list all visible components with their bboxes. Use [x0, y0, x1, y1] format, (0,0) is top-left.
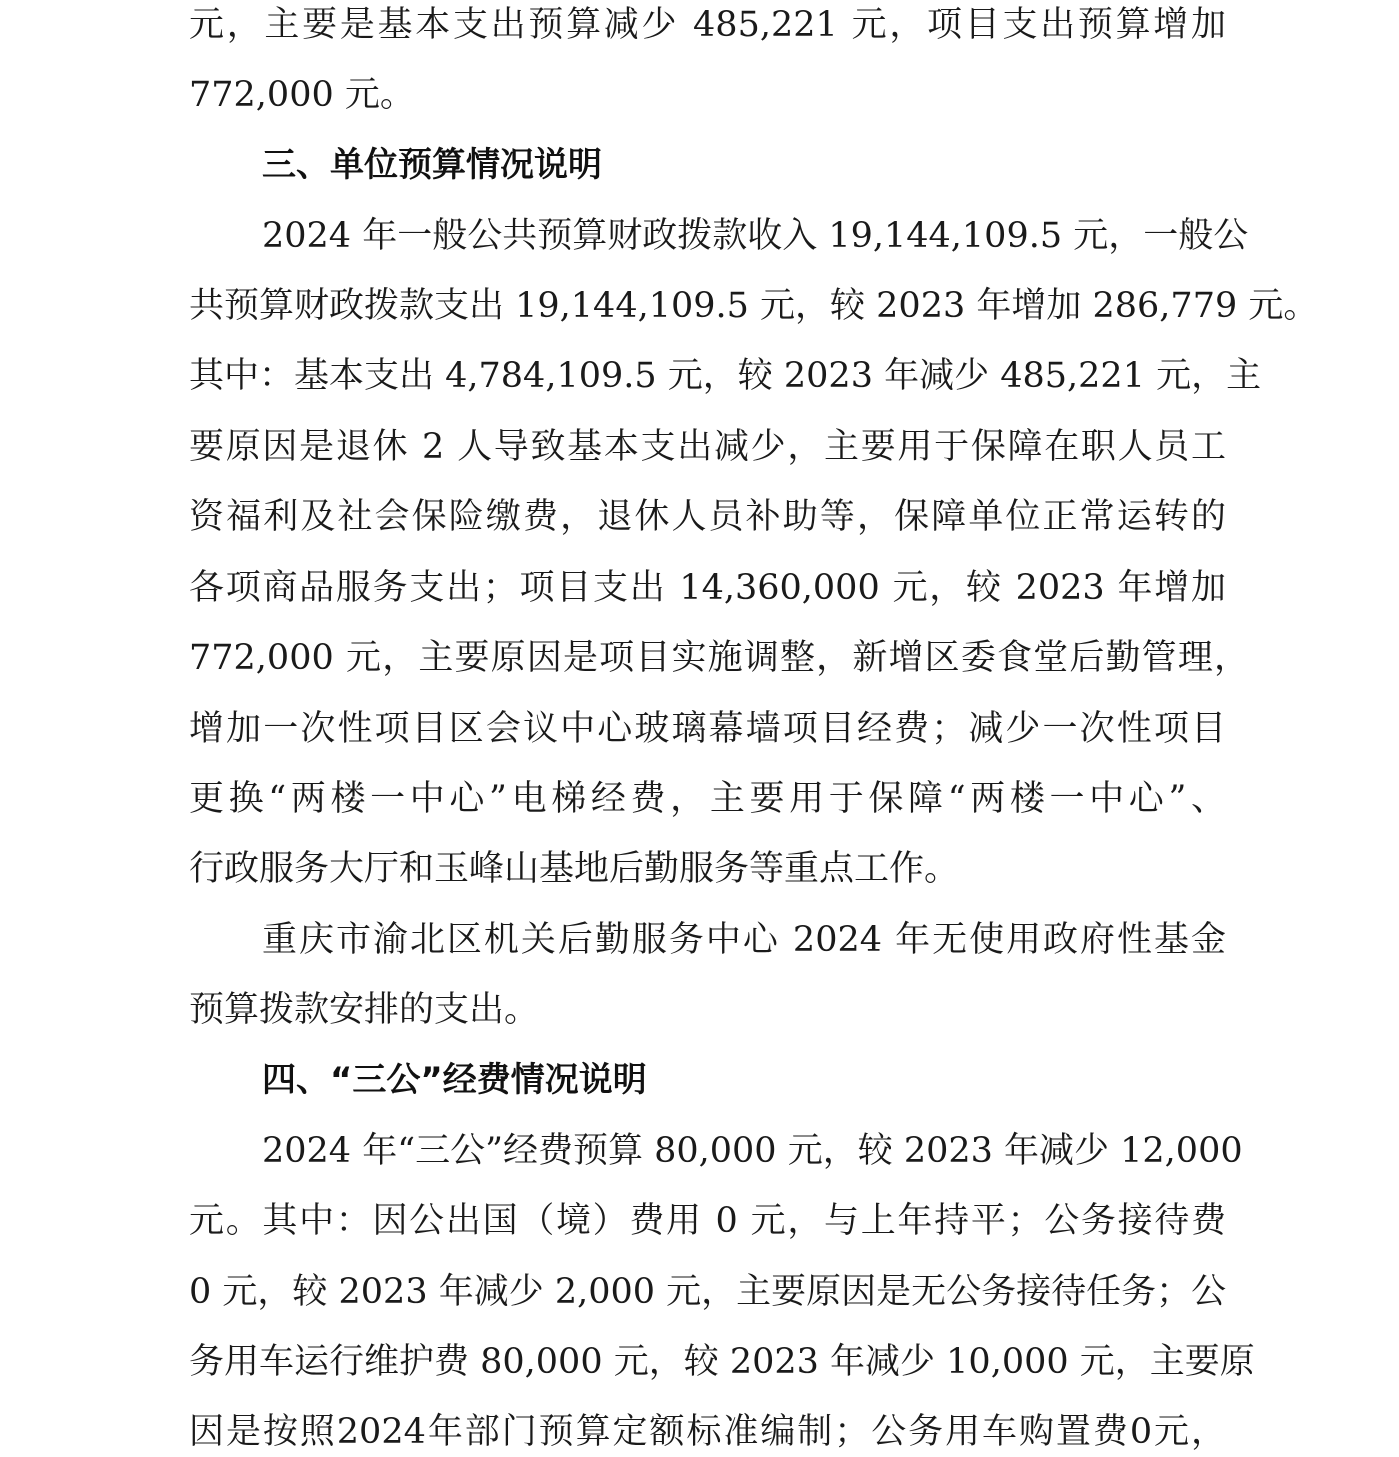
text-line: 重庆市渝北区机关后勤服务中心 2024 年无使用政府性基金	[262, 920, 1226, 960]
text-line: 增加一次性项目区会议中心玻璃幕墙项目经费；减少一次性项目	[189, 709, 1226, 749]
text-line: 行政服务大厅和玉峰山基地后勤服务等重点工作。	[189, 849, 960, 889]
text-line: 2024 年一般公共预算财政拨款收入 19,144,109.5 元，一般公	[262, 216, 1249, 256]
text-line: 772,000 元，主要原因是项目实施调整，新增区委食堂后勤管理，	[189, 638, 1249, 678]
text-line: 0 元，较 2023 年减少 2,000 元，主要原因是无公务接待任务；公	[189, 1272, 1227, 1312]
text-line: 2024 年“三公”经费预算 80,000 元，较 2023 年减少 12,000	[262, 1131, 1243, 1171]
section-heading-4: 四、“三公”经费情况说明	[262, 1060, 647, 1100]
text-line: 资福利及社会保险缴费，退休人员补助等，保障单位正常运转的	[189, 497, 1226, 537]
text-line: 元。其中：因公出国（境）费用 0 元，与上年持平；公务接待费	[189, 1201, 1226, 1241]
section-heading-3: 三、单位预算情况说明	[262, 145, 602, 185]
text-line: 更换“两楼一中心”电梯经费，主要用于保障“两楼一中心”、	[189, 779, 1226, 819]
text-line: 预算拨款安排的支出。	[189, 990, 540, 1030]
text-line: 其中：基本支出 4,784,109.5 元，较 2023 年减少 485,221 元，主	[189, 356, 1262, 396]
text-line: 元，主要是基本支出预算减少 485,221 元，项目支出预算增加	[189, 5, 1226, 45]
text-line: 因是按照2024年部门预算定额标准编制；公务用车购置费0元，	[189, 1412, 1226, 1452]
text-line: 各项商品服务支出；项目支出 14,360,000 元，较 2023 年增加	[189, 568, 1226, 608]
text-line: 务用车运行维护费 80,000 元，较 2023 年减少 10,000 元，主要原	[189, 1342, 1255, 1382]
text-line: 772,000 元。	[189, 75, 415, 115]
text-line: 要原因是退休 2 人导致基本支出减少，主要用于保障在职人员工	[189, 427, 1226, 467]
text-line: 共预算财政拨款支出 19,144,109.5 元，较 2023 年增加 286,779 元。	[189, 286, 1319, 326]
